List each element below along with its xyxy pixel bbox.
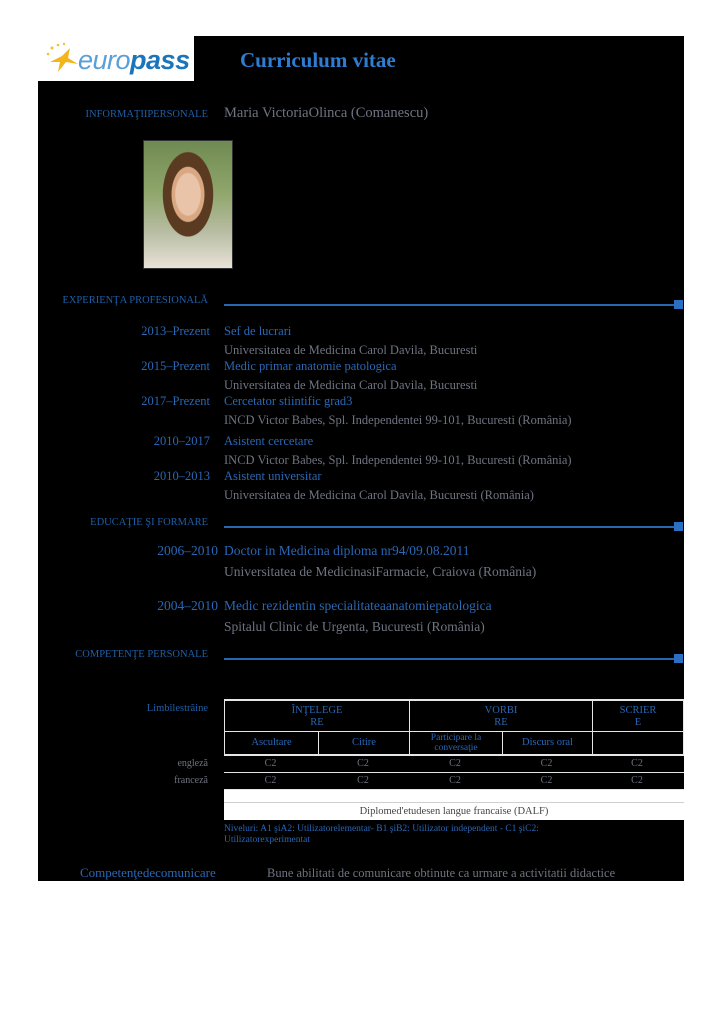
level-scriere: C2 [631, 775, 643, 786]
experience-title: Medic primar anatomie patologica [224, 359, 397, 373]
competences-section-rule [224, 658, 674, 660]
header-scriere [592, 700, 684, 732]
subheader-ascultare [224, 731, 319, 755]
level-participare: C2 [449, 758, 461, 769]
profile-photo [143, 140, 233, 269]
languages-label: Limbilestrăine [146, 703, 208, 714]
experience-date: 2017–Prezent [141, 394, 210, 408]
header-scriere-line2: E [634, 717, 642, 728]
subheader-discurs [502, 731, 593, 755]
level-ascultare: C2 [264, 758, 277, 769]
subheader-participare-line1: Participare la [430, 733, 482, 743]
header-intelegere-line2: RE [310, 717, 324, 728]
header-intelegere-line1: ÎNŢELEGE [291, 705, 343, 716]
experience-organization: INCD Victor Babes, Spl. Independentei 99-101, Bucuresti (România) [224, 453, 572, 467]
header-vorbire-line1: VORBI [484, 705, 518, 716]
europass-logo [38, 36, 194, 81]
education-date: 2004–2010 [157, 598, 218, 613]
levels-note-line2: Utilizatorexperimentat [224, 835, 310, 845]
education-section-rule [224, 526, 674, 528]
competences-section-label: COMPETENŢE PERSONALE [75, 649, 208, 660]
competences-section-marker [674, 654, 683, 663]
communication-text: Bune abilitati de comunicare obtinute ca urmare a activitatii didactice [267, 866, 616, 880]
subheader-citire [318, 731, 410, 755]
person-name: Maria VictoriaOlinca (Comanescu) [224, 105, 429, 121]
experience-organization: Universitatea de Medicina Carol Davila, Bucuresti (România) [224, 488, 534, 502]
level-participare: C2 [449, 775, 461, 786]
experience-section-marker [674, 300, 683, 309]
level-discurs: C2 [540, 758, 553, 769]
subheader-citire-text: Citire [352, 737, 376, 748]
experience-date: 2010–2017 [153, 434, 210, 448]
header-vorbire [409, 700, 593, 732]
personal-info-label: INFORMAŢIIPERSONALE [85, 109, 208, 120]
subheader-discurs-text: Discurs oral [521, 737, 574, 748]
logo-wordmark [78, 45, 190, 76]
experience-organization: Universitatea de Medicina Carol Davila, Bucuresti [224, 343, 478, 357]
education-title: Medic rezidentin specialitateaanatomiepatologica [224, 598, 492, 613]
logo-text-euro: euro [78, 45, 131, 75]
header-vorbire-line2: RE [494, 717, 508, 728]
europass-star-figure-icon [44, 42, 82, 76]
language-name: franceză [174, 775, 208, 786]
subheader-scriere-empty [592, 731, 684, 755]
experience-date: 2013–Prezent [141, 324, 210, 338]
header-intelegere [224, 700, 410, 732]
subheader-participare [409, 731, 503, 755]
header-scriere-line1: SCRIER [619, 705, 657, 716]
experience-section-label: EXPERIENŢA PROFESIONALĂ [62, 295, 208, 306]
experience-date: 2010–2013 [153, 469, 210, 483]
education-title: Doctor in Medicina diploma nr94/09.08.2011 [224, 543, 470, 558]
row-rule [224, 772, 684, 773]
level-citire: C2 [357, 775, 369, 786]
experience-title: Cercetator stiintific grad3 [224, 394, 353, 408]
table-empty-row [224, 790, 684, 803]
level-citire: C2 [357, 758, 369, 769]
experience-title: Asistent cercetare [224, 434, 314, 448]
education-section-marker [674, 522, 683, 531]
cv-title: Curriculum vitae [240, 48, 396, 72]
levels-note-line1: Niveluri: A1 şiA2: Utilizatorelementar- B1 şiB2: Utilizator independent - C1 şiC2: [224, 824, 539, 834]
logo-text-pass: pass [130, 45, 190, 75]
diploma-row: Diplomed'etudesen langue francaise (DALF) [224, 803, 684, 820]
level-discurs: C2 [540, 775, 553, 786]
cv-page [38, 36, 684, 881]
experience-section-rule [224, 304, 674, 306]
row-rule [224, 755, 684, 756]
education-institution: Universitatea de MedicinasiFarmacie, Craiova (România) [224, 564, 537, 579]
education-section-label: EDUCAŢIE ŞI FORMARE [90, 517, 208, 528]
experience-title: Sef de lucrari [224, 324, 292, 338]
subheader-participare-line2: conversaţie [434, 743, 478, 753]
experience-organization: INCD Victor Babes, Spl. Independentei 99-101, Bucuresti (România) [224, 413, 572, 427]
experience-title: Asistent universitar [224, 469, 322, 483]
language-name: engleză [177, 758, 208, 769]
level-ascultare: C2 [264, 775, 277, 786]
education-institution: Spitalul Clinic de Urgenta, Bucuresti (România) [224, 619, 485, 634]
experience-organization: Universitatea de Medicina Carol Davila, Bucuresti [224, 378, 478, 392]
communication-label: Competenţedecomunicare [80, 865, 216, 880]
subheader-ascultare-text: Ascultare [251, 737, 292, 748]
experience-date: 2015–Prezent [141, 359, 210, 373]
level-scriere: C2 [631, 758, 643, 769]
education-date: 2006–2010 [157, 543, 218, 558]
